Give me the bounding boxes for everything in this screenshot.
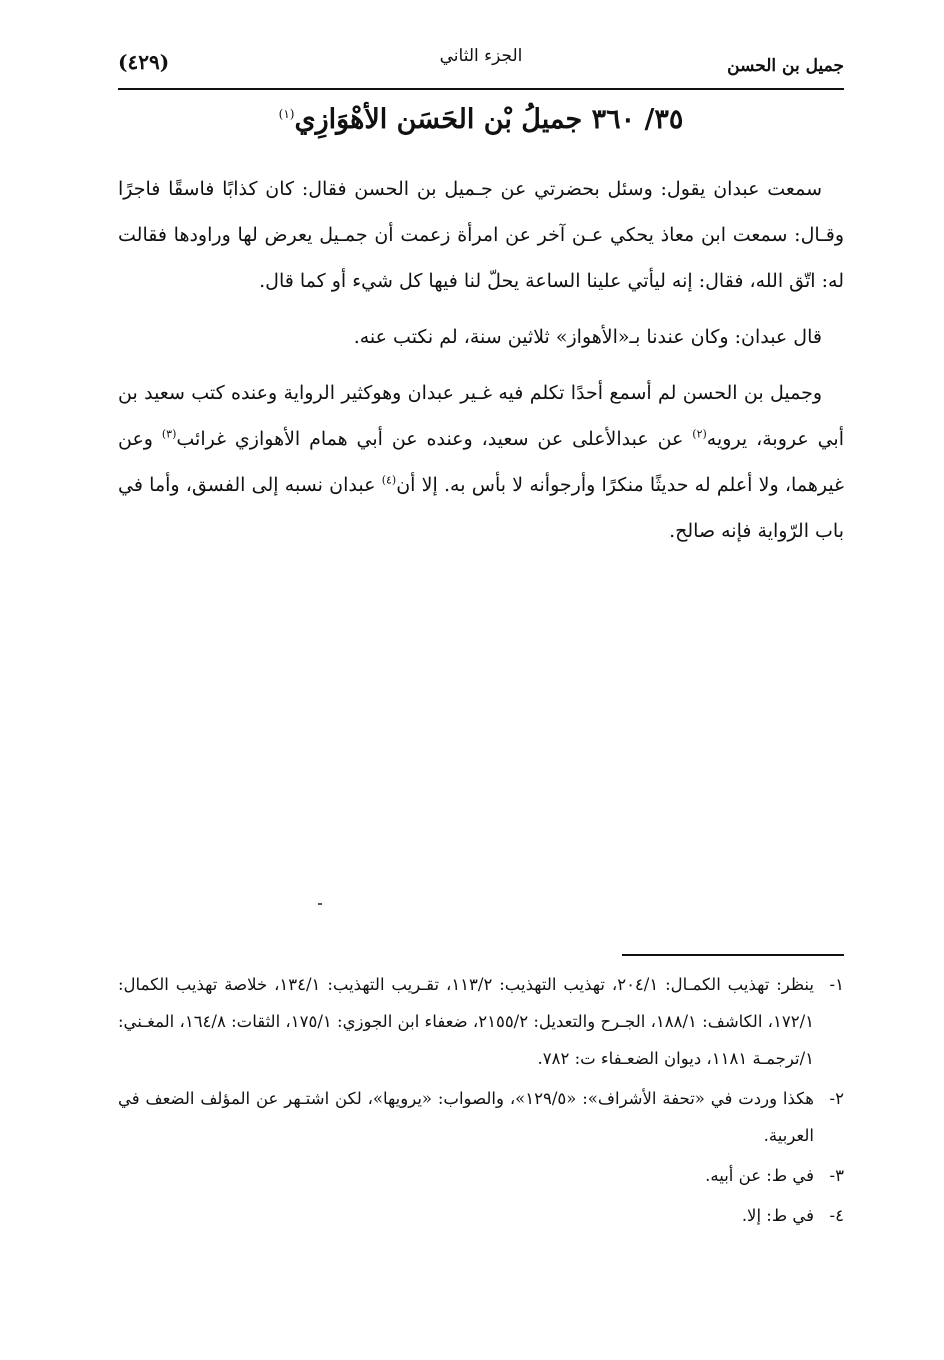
page-number: (٤٢٩) (118, 50, 170, 74)
stray-mark (318, 903, 322, 905)
paragraph-text: عن عبدالأعلى عن سعيد، وعنده عن أبي همام الأهوازي غرائب (176, 428, 693, 450)
entry-title-text: ٣٥/ ٣٦٠ جميلُ بْن الحَسَن الأهْوَازِي (294, 104, 684, 135)
footnote-text: في ط: إلا. (741, 1206, 814, 1225)
paragraph-text: سمعت عبدان يقول: وسئل بحضرتي عن جـميل بن الحسن فقال: كان كذابًا فاسقًا فاجرًا وقـال: سمعت ابن معاذ يحكي عـن آخر عن امرأة زعمت أن جمـيل يعرض لها وراودها فقالت له: اتّق الله، فقال: إنه ليأتي علينا الساعة يحلّ لنا فيها كل شيء أو كما قال. (118, 178, 844, 292)
footnote-separator (622, 954, 844, 956)
body-paragraph (118, 314, 844, 360)
footnote-ref: (٤) (381, 473, 397, 487)
paragraph-text: قال عبدان: وكان عندنا بـ«الأهواز» ثلاثين سنة، لم نكتب عنه. (353, 326, 822, 348)
paragraph-text: عبدان نسبه إلى الفسق، وأما في باب الرّواية فإنه صالح. (118, 474, 844, 542)
footnote-number: ١- (829, 975, 844, 994)
volume-label: الجزء الثاني (439, 46, 523, 66)
footnote-item (118, 1197, 844, 1234)
footnote-number: ٢- (829, 1089, 844, 1108)
footnote-item (118, 1080, 844, 1154)
footnote-ref: (٢) (692, 427, 707, 441)
entry-title-footnote-ref: (١) (278, 107, 295, 121)
body-paragraph (118, 370, 844, 554)
footnote-number: ٣- (829, 1166, 844, 1185)
footnotes (118, 966, 844, 1237)
footnote-item (118, 1157, 844, 1194)
running-header (118, 42, 844, 90)
footnote-text: في ط: عن أبيه. (705, 1166, 814, 1185)
running-title: جميل بن الحسن (727, 56, 844, 76)
body-text (118, 166, 844, 564)
paragraph-text: وعن غيرهما، ولا أعلم له حديثًا منكرًا وأرجوأنه لا بأس به. إلا أن (118, 428, 844, 496)
paragraph-text: وجميل بن الحسن لم أسمع أحدًا تكلم فيه غـير عبدان وهوكثير الرواية وعنده كتب سعيد بن أبي عروبة، يرويه (118, 382, 845, 450)
entry-title (118, 104, 844, 135)
footnote-item (118, 966, 844, 1077)
footnote-text: هكذا وردت في «تحفة الأشراف»: «١٢٩/٥»، والصواب: «يرويها»، لكن اشتـهر عن المؤلف الضعف في العربية. (118, 1089, 814, 1145)
footnote-text: ينظر: تهذيب الكمـال: ٢٠٤/١، تهذيب التهذيب: ١١٣/٢، تقـريب التهذيب: ١٣٤/١، خلاصة تهذيب الكمال: ١٧٢/١، الكاشف: ١٨٨/١، الجـرح والتعديل: ٢١٥٥/٢، ضعفاء ابن الجوزي: ١٧٥/١، الثقات: ١٦٤/٨، المغـني: ١/ترجمـة ١١٨١، ديوان الضعـفاء ت: ٧٨٢. (118, 975, 815, 1068)
footnote-number: ٤- (829, 1206, 844, 1225)
footnote-ref: (٣) (161, 427, 177, 441)
body-paragraph (118, 166, 844, 304)
